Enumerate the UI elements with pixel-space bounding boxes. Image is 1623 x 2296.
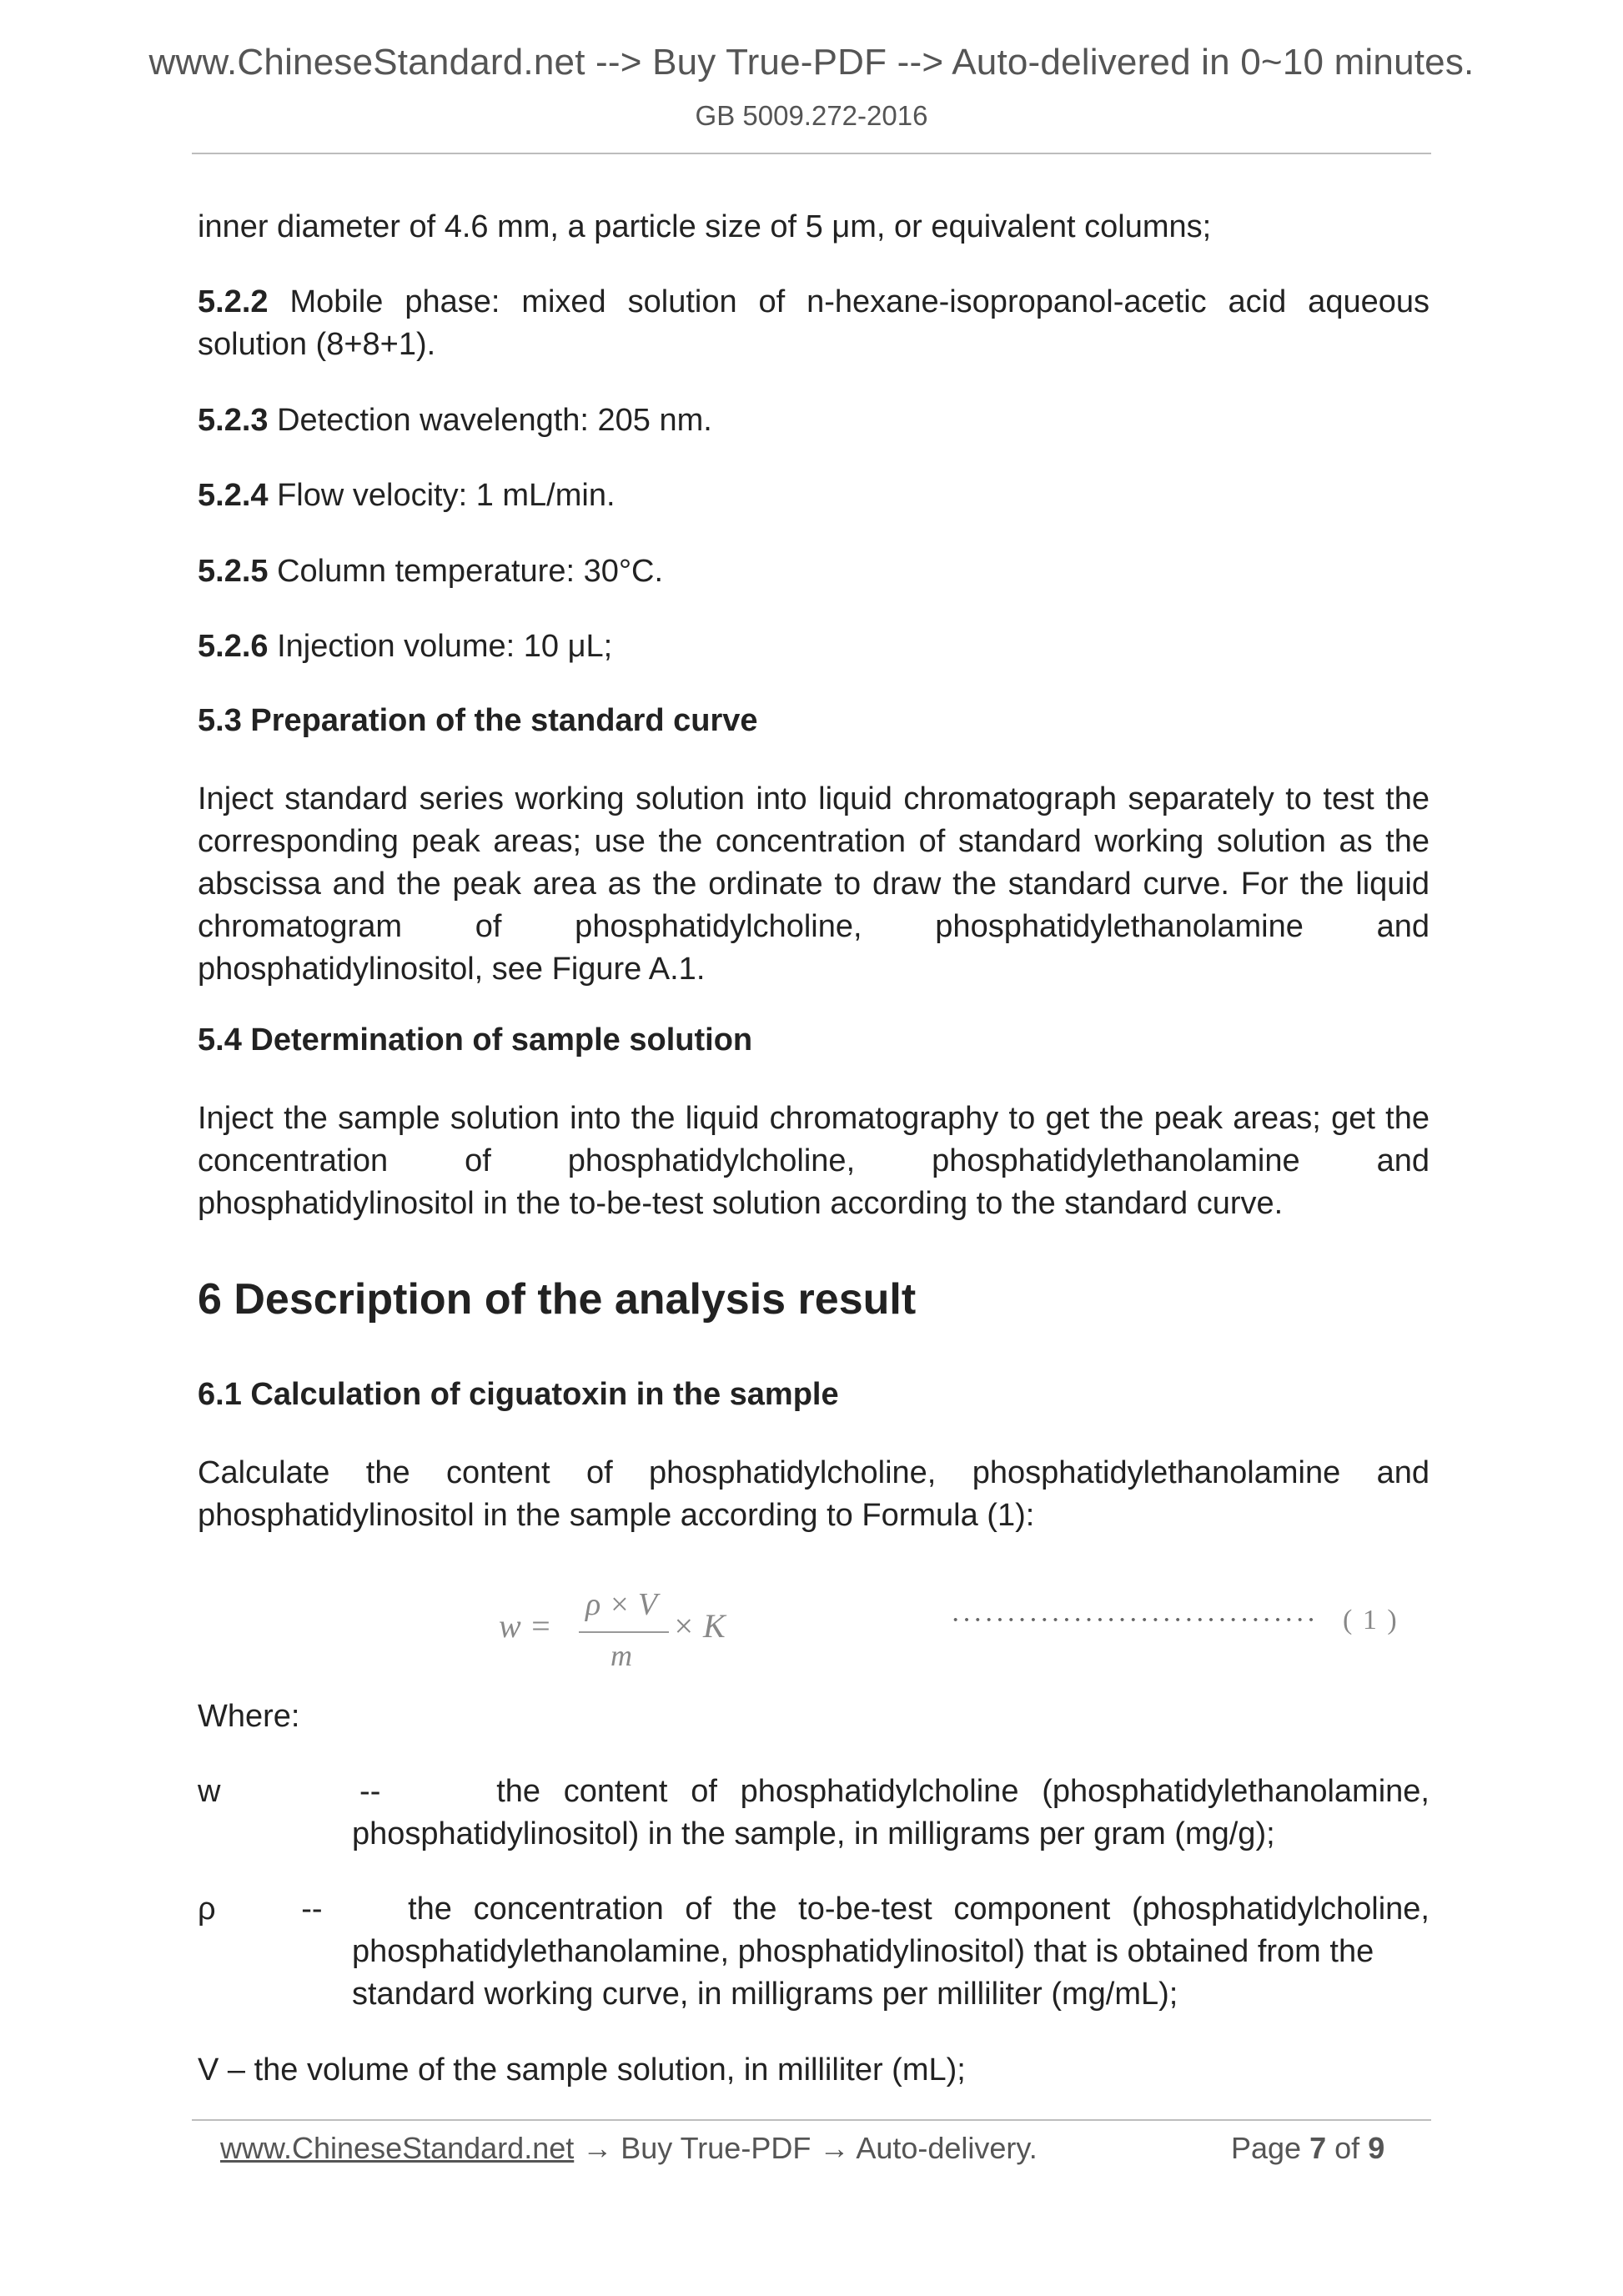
heading-5-4: 5.4 Determination of sample solution	[198, 1022, 753, 1058]
section-number: 5.2.4	[198, 478, 269, 513]
footer-link[interactable]: www.ChineseStandard.net	[220, 2131, 575, 2165]
formula-rhs: × K	[672, 1607, 726, 1645]
page-total: 9	[1368, 2131, 1385, 2165]
paragraph-6-1: Calculate the content of phosphatidylcholine, phosphatidylethanolamine and phosphatidylinositol in the sample according to Formula (1):	[198, 1455, 1430, 1533]
page-of: of	[1334, 2131, 1360, 2165]
paragraph-5-3: Inject standard series working solution into liquid chromatograph separately to test the corresponding peak areas; use the concentration of standard working solution as the abscissa and the peak area as the ordinate to draw the standard curve. For the liquid chromatogram of phosphatidylcholine, phosphatidylethanolamine and phosphatidylinositol, see Figure A.1.	[198, 781, 1430, 987]
definition-first-line	[198, 1888, 1430, 1931]
definition-symbol: ρ	[198, 1892, 216, 1927]
page-indicator	[1231, 2131, 1384, 2166]
formula-1	[499, 1587, 766, 1672]
section-5-2-2	[198, 281, 1430, 366]
heading-6-1: 6.1 Calculation of ciguatoxin in the sample	[198, 1377, 839, 1412]
definition-continuation: phosphatidylethanolamine, phosphatidylinositol) that is obtained from the standard working curve, in milligrams per milliliter (mg/mL);	[352, 1934, 1374, 2012]
paragraph-column: inner diameter of 4.6 mm, a particle size of 5 μm, or equivalent columns;	[198, 209, 1212, 244]
definition-text: the concentration of the to-be-test component (phosphatidylcholine,	[408, 1892, 1430, 1927]
section-text: Detection wavelength: 205 nm.	[268, 403, 712, 438]
formula-denominator: m	[611, 1639, 632, 1672]
formula-leader-dots: ·································	[951, 1605, 1318, 1635]
definition-dash: --	[301, 1892, 323, 1927]
section-number: 5.2.2	[198, 284, 269, 319]
formula-numerator: ρ × V	[585, 1587, 658, 1622]
section-5-2-4	[198, 475, 1430, 517]
definition-continuation: phosphatidylinositol) in the sample, in milligrams per gram (mg/g);	[352, 1816, 1275, 1851]
paragraph-5-4: Inject the sample solution into the liquid chromatography to get the peak areas; get the concentration of phosphatidylcholine, phosphatidylethanolamine and phosphatidylinositol in the to-be-test solution according to the standard curve.	[198, 1101, 1430, 1221]
section-text: Flow velocity: 1 mL/min.	[268, 478, 616, 513]
heading-6: 6 Description of the analysis result	[198, 1275, 917, 1324]
section-5-2-3	[198, 399, 1430, 442]
heading-5-3: 5.3 Preparation of the standard curve	[198, 703, 758, 738]
header-banner: www.ChineseStandard.net --> Buy True-PDF --> Auto-delivered in 0~10 minutes.	[148, 42, 1475, 83]
definition-v: V – the volume of the sample solution, in milliliter (mL);	[198, 2052, 966, 2088]
section-number: 5.2.6	[198, 629, 269, 664]
header-divider	[192, 153, 1431, 154]
page-label: Page	[1231, 2131, 1302, 2165]
definition-first-line	[198, 1771, 1430, 1813]
section-text: Injection volume: 10 μL;	[268, 629, 613, 664]
definition-symbol: w	[198, 1774, 221, 1809]
formula-lhs: w =	[499, 1607, 552, 1645]
definition-dash: --	[359, 1774, 381, 1809]
section-text: Column temperature: 30°C.	[268, 554, 664, 589]
definition-w	[198, 1771, 1430, 1856]
where-label: Where:	[198, 1699, 300, 1734]
section-number: 5.2.3	[198, 403, 269, 438]
document-id: GB 5009.272-2016	[695, 100, 928, 131]
footer-text: → Buy True-PDF → Auto-delivery.	[574, 2131, 1038, 2165]
section-number: 5.2.5	[198, 554, 269, 589]
section-text: Mobile phase: mixed solution of n-hexane-isopropanol-acetic acid aqueous solution (8+8+1).	[198, 284, 1430, 362]
formula-number: ( 1 )	[1343, 1605, 1399, 1635]
page-number: 7	[1309, 2131, 1327, 2165]
section-5-2-5	[198, 550, 1430, 593]
footer-promo	[220, 2131, 1038, 2166]
footer-divider	[192, 2119, 1431, 2121]
definition-text: the content of phosphatidylcholine (phosphatidylethanolamine,	[496, 1774, 1430, 1809]
fraction-bar	[579, 1631, 669, 1633]
definition-rho	[198, 1888, 1430, 2016]
section-5-2-6	[198, 625, 1430, 668]
